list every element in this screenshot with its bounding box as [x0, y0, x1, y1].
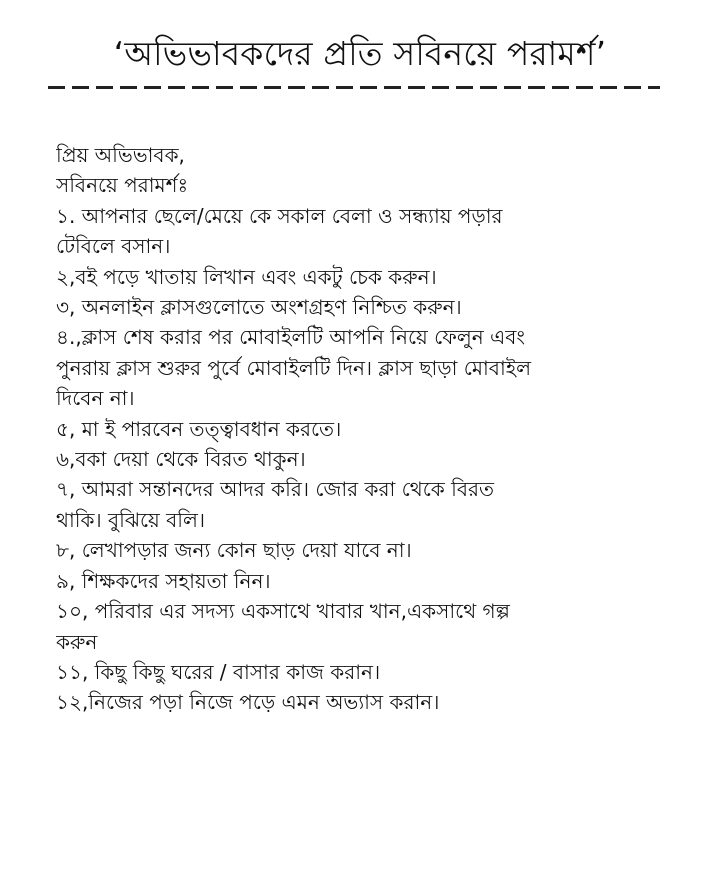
- advice-line: পুনরায় ক্লাস শুরুর পুর্বে মোবাইলটি দিন। ক্লাস ছাড়া মোবাইল: [56, 355, 532, 380]
- advice-line: করুন: [56, 629, 98, 654]
- advice-heading: সবিনয়ে পরামর্শঃ: [56, 173, 189, 198]
- dashed-divider: [48, 86, 660, 89]
- advice-line: ৭, আমরা সন্তানদের আদর করি। জোর করা থেকে বিরত: [56, 477, 494, 502]
- advice-body: [56, 140, 686, 718]
- advice-line: ১২,নিজের পড়া নিজে পড়ে এমন অভ্যাস করান।: [56, 690, 440, 715]
- advice-line: ৪.,ক্লাস শেষ করার পর মোবাইলটি আপনি নিয়ে ফেলুন এবং: [56, 325, 526, 350]
- advice-line: ১১, কিছু কিছু ঘরের / বাসার কাজ করান।: [56, 659, 381, 684]
- title-block: [40, 28, 680, 80]
- advice-line: ৬,বকা দেয়া থেকে বিরত থাকুন।: [56, 447, 306, 472]
- advice-line: ২,বই পড়ে খাতায় লিখান এবং একটু চেক করুন।: [56, 264, 437, 289]
- salutation: প্রিয় অভিভাবক,: [56, 143, 185, 167]
- advice-line: ৩, অনলাইন ক্লাসগুলোতে অংশগ্রহণ নিশ্চিত করুন।: [56, 295, 462, 320]
- advice-line: ১০, পরিবার এর সদস্য একসাথে খাবার খান,একসাথে গল্প: [56, 599, 510, 624]
- advice-line: দিবেন না।: [56, 386, 135, 411]
- page-title: ‘অভিভাবকদের প্রতি সবিনয়ে পরামর্শ’: [113, 34, 607, 73]
- advice-line: ৫, মা ই পারবেন তত্ত্বাবধান করতে।: [56, 416, 342, 441]
- advice-line: ১. আপনার ছেলে/মেয়ে কে সকাল বেলা ও সন্ধ্যায় পড়ার: [56, 203, 503, 228]
- advice-line: ৯, শিক্ষকদের সহায়তা নিন।: [56, 568, 271, 593]
- advice-line: থাকি। বুঝিয়ে বলি।: [56, 507, 206, 532]
- advice-line: ৮, লেখাপড়ার জন্য কোন ছাড় দেয়া যাবে না।: [56, 538, 412, 563]
- advice-line: টেবিলে বসান।: [56, 234, 171, 259]
